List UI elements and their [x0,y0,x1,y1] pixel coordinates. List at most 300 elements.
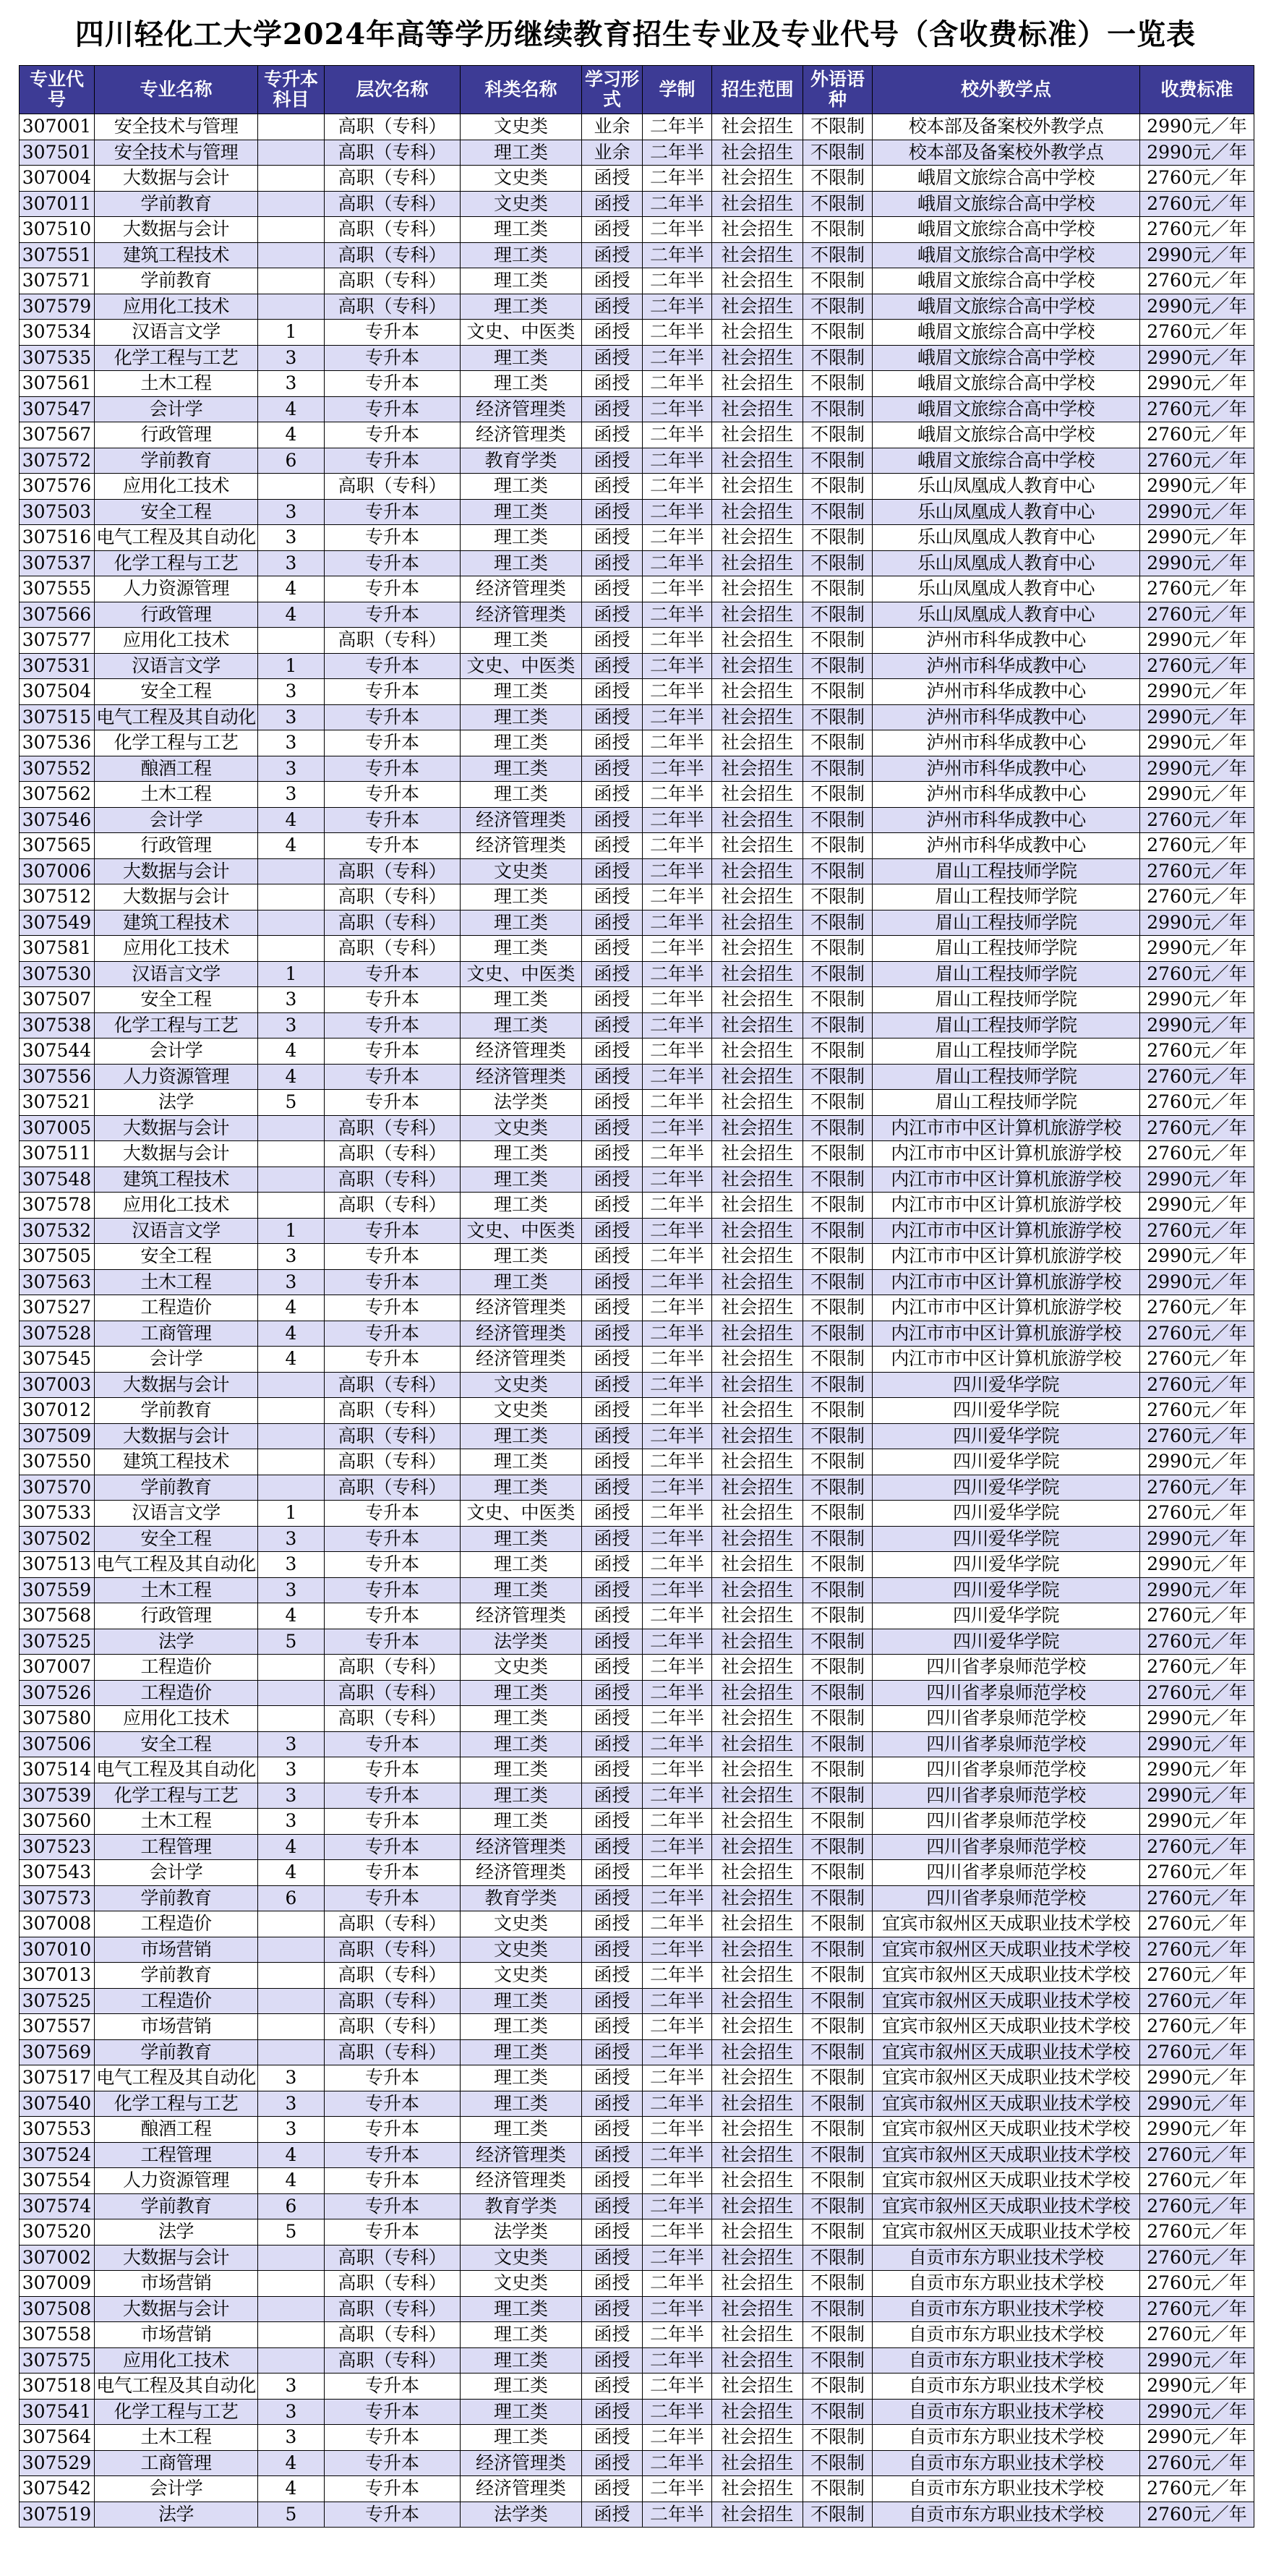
cell-duration: 二年半 [643,2245,712,2271]
cell-study-form: 函授 [582,1167,643,1193]
cell-major-name: 化学工程与工艺 [95,1012,258,1038]
cell-level: 高职（专科） [325,1937,461,1963]
cell-major-code: 307572 [20,448,95,474]
cell-study-form: 函授 [582,2476,643,2502]
cell-exam-subject: 6 [258,1885,325,1911]
table-body [20,114,1254,2528]
cell-level: 高职（专科） [325,1706,461,1732]
table-row [20,320,1254,346]
table-row [20,1526,1254,1552]
cell-study-form: 函授 [582,345,643,371]
cell-teaching-site: 四川爱华学院 [873,1372,1140,1398]
table-row [20,858,1254,884]
table-row [20,1885,1254,1911]
cell-major-code: 307562 [20,782,95,808]
cell-scope: 社会招生 [712,1834,803,1860]
cell-category: 理工类 [461,936,582,962]
cell-level: 专升本 [325,371,461,397]
cell-scope: 社会招生 [712,987,803,1013]
cell-language: 不限制 [803,294,873,320]
cell-teaching-site: 自贡市东方职业技术学校 [873,2399,1140,2425]
cell-scope: 社会招生 [712,2374,803,2400]
cell-scope: 社会招生 [712,704,803,730]
cell-teaching-site: 峨眉文旅综合高中学校 [873,294,1140,320]
cell-major-code: 307536 [20,730,95,756]
cell-scope: 社会招生 [712,1783,803,1809]
cell-duration: 二年半 [643,833,712,859]
cell-study-form: 函授 [582,268,643,294]
table-row [20,1834,1254,1860]
cell-study-form: 函授 [582,1706,643,1732]
cell-language: 不限制 [803,2014,873,2040]
cell-fee: 2760元／年 [1140,2476,1254,2502]
cell-level: 高职（专科） [325,114,461,140]
table-row [20,2374,1254,2400]
cell-teaching-site: 峨眉文旅综合高中学校 [873,320,1140,346]
cell-language: 不限制 [803,1577,873,1603]
cell-level: 高职（专科） [325,2322,461,2348]
cell-duration: 二年半 [643,807,712,833]
cell-study-form: 函授 [582,987,643,1013]
cell-major-code: 307537 [20,550,95,576]
cell-scope: 社会招生 [712,1860,803,1886]
cell-duration: 二年半 [643,550,712,576]
cell-category: 理工类 [461,1526,582,1552]
cell-major-name: 安全工程 [95,1244,258,1270]
cell-major-code: 307577 [20,628,95,654]
cell-major-code: 307543 [20,1860,95,1886]
cell-duration: 二年半 [643,166,712,192]
cell-fee: 2990元／年 [1140,1269,1254,1295]
header-duration: 学制 [643,66,712,114]
cell-scope: 社会招生 [712,1347,803,1373]
cell-study-form: 函授 [582,1988,643,2014]
cell-category: 理工类 [461,1244,582,1270]
cell-language: 不限制 [803,2193,873,2219]
cell-teaching-site: 眉山工程技师学院 [873,961,1140,987]
cell-major-name: 工商管理 [95,1321,258,1347]
cell-exam-subject: 4 [258,2142,325,2168]
cell-level: 高职（专科） [325,1963,461,1989]
cell-category: 经济管理类 [461,2168,582,2194]
cell-level: 专升本 [325,987,461,1013]
cell-category: 理工类 [461,884,582,910]
cell-scope: 社会招生 [712,2168,803,2194]
cell-teaching-site: 峨眉文旅综合高中学校 [873,268,1140,294]
cell-fee: 2990元／年 [1140,114,1254,140]
cell-category: 理工类 [461,1193,582,1219]
cell-level: 专升本 [325,320,461,346]
cell-teaching-site: 内江市市中区计算机旅游学校 [873,1321,1140,1347]
cell-major-code: 307011 [20,191,95,217]
cell-teaching-site: 内江市市中区计算机旅游学校 [873,1295,1140,1321]
cell-category: 经济管理类 [461,422,582,448]
cell-duration: 二年半 [643,2271,712,2297]
cell-level: 高职（专科） [325,1680,461,1706]
cell-scope: 社会招生 [712,910,803,936]
cell-exam-subject: 5 [258,2502,325,2528]
header-category: 科类名称 [461,66,582,114]
cell-level: 高职（专科） [325,1655,461,1681]
cell-teaching-site: 泸州市科华成教中心 [873,807,1140,833]
cell-scope: 社会招生 [712,268,803,294]
cell-teaching-site: 内江市市中区计算机旅游学校 [873,1244,1140,1270]
cell-fee: 2760元／年 [1140,1398,1254,1424]
cell-language: 不限制 [803,1809,873,1835]
cell-language: 不限制 [803,2039,873,2065]
cell-fee: 2760元／年 [1140,320,1254,346]
cell-major-code: 307579 [20,294,95,320]
cell-teaching-site: 峨眉文旅综合高中学校 [873,217,1140,243]
cell-major-code: 307007 [20,1655,95,1681]
cell-scope: 社会招生 [712,2245,803,2271]
cell-fee: 2760元／年 [1140,1295,1254,1321]
cell-scope: 社会招生 [712,2142,803,2168]
cell-language: 不限制 [803,166,873,192]
cell-fee: 2760元／年 [1140,217,1254,243]
cell-scope: 社会招生 [712,1937,803,1963]
cell-language: 不限制 [803,345,873,371]
cell-scope: 社会招生 [712,1911,803,1937]
cell-duration: 二年半 [643,910,712,936]
cell-major-name: 工程管理 [95,1834,258,1860]
cell-duration: 二年半 [643,1680,712,1706]
cell-major-code: 307541 [20,2399,95,2425]
cell-major-code: 307003 [20,1372,95,1398]
cell-fee: 2760元／年 [1140,1475,1254,1501]
cell-major-name: 化学工程与工艺 [95,730,258,756]
cell-major-code: 307506 [20,1731,95,1757]
table-row [20,2296,1254,2322]
cell-category: 文史类 [461,2245,582,2271]
cell-level: 高职（专科） [325,1167,461,1193]
cell-duration: 二年半 [643,1218,712,1244]
enrollment-table [19,65,1254,2528]
cell-teaching-site: 眉山工程技师学院 [873,1090,1140,1116]
cell-major-code: 307013 [20,1963,95,1989]
cell-category: 经济管理类 [461,2142,582,2168]
cell-scope: 社会招生 [712,2347,803,2374]
cell-major-code: 307006 [20,858,95,884]
cell-duration: 二年半 [643,448,712,474]
cell-major-code: 307532 [20,1218,95,1244]
cell-exam-subject: 3 [258,1244,325,1270]
cell-language: 不限制 [803,782,873,808]
cell-scope: 社会招生 [712,653,803,679]
cell-exam-subject [258,1680,325,1706]
cell-exam-subject: 5 [258,2219,325,2246]
cell-study-form: 函授 [582,1347,643,1373]
cell-category: 文史类 [461,2271,582,2297]
cell-exam-subject [258,1398,325,1424]
cell-major-name: 大数据与会计 [95,1141,258,1167]
cell-exam-subject: 3 [258,499,325,525]
cell-teaching-site: 四川爱华学院 [873,1603,1140,1629]
cell-teaching-site: 泸州市科华成教中心 [873,628,1140,654]
cell-teaching-site: 四川爱华学院 [873,1475,1140,1501]
cell-study-form: 函授 [582,217,643,243]
cell-study-form: 函授 [582,1038,643,1065]
cell-level: 高职（专科） [325,2245,461,2271]
cell-teaching-site: 宜宾市叙州区天成职业技术学校 [873,2219,1140,2246]
cell-language: 不限制 [803,1398,873,1424]
cell-study-form: 函授 [582,961,643,987]
cell-category: 理工类 [461,1141,582,1167]
cell-major-code: 307529 [20,2450,95,2476]
cell-exam-subject [258,628,325,654]
cell-study-form: 函授 [582,396,643,422]
cell-scope: 社会招生 [712,1141,803,1167]
cell-category: 文史类 [461,1655,582,1681]
cell-scope: 社会招生 [712,936,803,962]
cell-major-code: 307563 [20,1269,95,1295]
cell-major-code: 307581 [20,936,95,962]
cell-category: 文史类 [461,858,582,884]
cell-exam-subject [258,910,325,936]
cell-scope: 社会招生 [712,1577,803,1603]
table-row [20,1937,1254,1963]
cell-language: 不限制 [803,1115,873,1141]
cell-category: 经济管理类 [461,396,582,422]
cell-level: 专升本 [325,1731,461,1757]
cell-level: 专升本 [325,1577,461,1603]
cell-major-code: 307539 [20,1783,95,1809]
table-row [20,2476,1254,2502]
cell-major-code: 307542 [20,2476,95,2502]
table-row [20,1218,1254,1244]
cell-teaching-site: 四川省孝泉师范学校 [873,1680,1140,1706]
cell-teaching-site: 四川爱华学院 [873,1577,1140,1603]
cell-fee: 2760元／年 [1140,858,1254,884]
cell-major-name: 人力资源管理 [95,1064,258,1090]
cell-category: 理工类 [461,371,582,397]
table-row [20,602,1254,628]
cell-study-form: 函授 [582,1501,643,1527]
cell-level: 高职（专科） [325,1449,461,1475]
cell-major-code: 307501 [20,140,95,166]
cell-exam-subject: 3 [258,345,325,371]
cell-teaching-site: 四川省孝泉师范学校 [873,1757,1140,1783]
cell-fee: 2760元／年 [1140,602,1254,628]
cell-fee: 2760元／年 [1140,1655,1254,1681]
cell-major-code: 307566 [20,602,95,628]
cell-exam-subject [258,1141,325,1167]
cell-language: 不限制 [803,1321,873,1347]
cell-exam-subject: 4 [258,422,325,448]
cell-level: 专升本 [325,2219,461,2246]
cell-major-name: 市场营销 [95,2014,258,2040]
cell-major-name: 工程造价 [95,1988,258,2014]
cell-level: 专升本 [325,2142,461,2168]
table-row [20,166,1254,192]
cell-teaching-site: 峨眉文旅综合高中学校 [873,166,1140,192]
table-row [20,1295,1254,1321]
cell-duration: 二年半 [643,1038,712,1065]
cell-major-code: 307513 [20,1552,95,1578]
cell-exam-subject: 3 [258,2091,325,2117]
cell-level: 专升本 [325,1885,461,1911]
cell-exam-subject: 1 [258,1501,325,1527]
cell-exam-subject: 1 [258,653,325,679]
cell-level: 专升本 [325,602,461,628]
cell-scope: 社会招生 [712,2399,803,2425]
cell-major-code: 307551 [20,242,95,268]
cell-study-form: 函授 [582,525,643,551]
cell-study-form: 函授 [582,679,643,705]
cell-teaching-site: 自贡市东方职业技术学校 [873,2347,1140,2374]
cell-level: 专升本 [325,2425,461,2451]
cell-scope: 社会招生 [712,2065,803,2091]
cell-scope: 社会招生 [712,858,803,884]
cell-language: 不限制 [803,1423,873,1449]
cell-duration: 二年半 [643,1347,712,1373]
cell-major-name: 安全技术与管理 [95,140,258,166]
cell-major-code: 307576 [20,474,95,500]
cell-fee: 2990元／年 [1140,2399,1254,2425]
cell-level: 专升本 [325,1629,461,1655]
cell-major-name: 建筑工程技术 [95,1449,258,1475]
cell-scope: 社会招生 [712,422,803,448]
cell-fee: 2760元／年 [1140,1885,1254,1911]
cell-study-form: 函授 [582,2039,643,2065]
cell-duration: 二年半 [643,730,712,756]
table-row [20,1988,1254,2014]
cell-teaching-site: 宜宾市叙州区天成职业技术学校 [873,2142,1140,2168]
cell-exam-subject: 3 [258,2374,325,2400]
cell-major-name: 应用化工技术 [95,1706,258,1732]
cell-duration: 二年半 [643,268,712,294]
cell-exam-subject: 3 [258,1577,325,1603]
cell-major-name: 大数据与会计 [95,858,258,884]
cell-exam-subject [258,2014,325,2040]
cell-scope: 社会招生 [712,448,803,474]
cell-scope: 社会招生 [712,833,803,859]
cell-level: 专升本 [325,576,461,602]
cell-language: 不限制 [803,2374,873,2400]
cell-exam-subject [258,294,325,320]
cell-study-form: 函授 [582,2117,643,2143]
cell-level: 专升本 [325,2450,461,2476]
cell-fee: 2990元／年 [1140,242,1254,268]
cell-study-form: 函授 [582,1423,643,1449]
cell-level: 专升本 [325,704,461,730]
cell-duration: 二年半 [643,1629,712,1655]
cell-study-form: 函授 [582,1449,643,1475]
cell-major-name: 大数据与会计 [95,2245,258,2271]
cell-fee: 2760元／年 [1140,1038,1254,1065]
cell-major-name: 应用化工技术 [95,294,258,320]
cell-major-code: 307530 [20,961,95,987]
cell-major-code: 307509 [20,1423,95,1449]
cell-exam-subject: 3 [258,1809,325,1835]
cell-language: 不限制 [803,1064,873,1090]
cell-duration: 二年半 [643,1167,712,1193]
cell-major-name: 电气工程及其自动化 [95,2065,258,2091]
cell-fee: 2990元／年 [1140,628,1254,654]
table-row [20,1911,1254,1937]
cell-duration: 二年半 [643,2296,712,2322]
cell-exam-subject [258,140,325,166]
cell-fee: 2990元／年 [1140,2091,1254,2117]
header-study-form: 学习形式 [582,66,643,114]
cell-study-form: 函授 [582,1885,643,1911]
cell-exam-subject [258,1423,325,1449]
cell-scope: 社会招生 [712,1885,803,1911]
cell-scope: 社会招生 [712,1269,803,1295]
cell-category: 理工类 [461,217,582,243]
cell-duration: 二年半 [643,679,712,705]
cell-study-form: 函授 [582,1321,643,1347]
table-row [20,2322,1254,2348]
cell-exam-subject [258,936,325,962]
cell-category: 教育学类 [461,2193,582,2219]
cell-category: 经济管理类 [461,1347,582,1373]
cell-study-form: 函授 [582,1783,643,1809]
table-row [20,1809,1254,1835]
table-row [20,1449,1254,1475]
cell-language: 不限制 [803,910,873,936]
cell-major-name: 工程造价 [95,1680,258,1706]
cell-major-name: 学前教育 [95,191,258,217]
cell-duration: 二年半 [643,1501,712,1527]
cell-major-code: 307533 [20,1501,95,1527]
cell-category: 经济管理类 [461,807,582,833]
cell-major-code: 307538 [20,1012,95,1038]
cell-exam-subject [258,1706,325,1732]
cell-major-code: 307544 [20,1038,95,1065]
cell-fee: 2760元／年 [1140,1629,1254,1655]
cell-major-name: 电气工程及其自动化 [95,1552,258,1578]
cell-level: 专升本 [325,1269,461,1295]
cell-exam-subject: 3 [258,679,325,705]
cell-fee: 2760元／年 [1140,2296,1254,2322]
cell-teaching-site: 泸州市科华成教中心 [873,756,1140,782]
cell-level: 专升本 [325,679,461,705]
cell-study-form: 函授 [582,756,643,782]
cell-teaching-site: 峨眉文旅综合高中学校 [873,242,1140,268]
cell-scope: 社会招生 [712,1372,803,1398]
cell-language: 不限制 [803,1295,873,1321]
cell-scope: 社会招生 [712,1090,803,1116]
cell-language: 不限制 [803,114,873,140]
cell-language: 不限制 [803,371,873,397]
cell-language: 不限制 [803,858,873,884]
cell-exam-subject: 1 [258,320,325,346]
table-row [20,653,1254,679]
cell-fee: 2990元／年 [1140,1731,1254,1757]
cell-major-name: 工程造价 [95,1655,258,1681]
cell-category: 文史类 [461,191,582,217]
cell-duration: 二年半 [643,242,712,268]
cell-scope: 社会招生 [712,1501,803,1527]
cell-exam-subject: 4 [258,1295,325,1321]
table-row [20,1475,1254,1501]
cell-study-form: 函授 [582,2091,643,2117]
cell-scope: 社会招生 [712,2425,803,2451]
cell-fee: 2760元／年 [1140,2450,1254,2476]
cell-major-code: 307519 [20,2502,95,2528]
cell-teaching-site: 眉山工程技师学院 [873,987,1140,1013]
table-row [20,499,1254,525]
cell-level: 高职（专科） [325,1988,461,2014]
cell-level: 专升本 [325,2168,461,2194]
cell-scope: 社会招生 [712,602,803,628]
cell-category: 理工类 [461,2347,582,2374]
cell-major-name: 会计学 [95,1038,258,1065]
cell-fee: 2760元／年 [1140,2322,1254,2348]
cell-language: 不限制 [803,679,873,705]
cell-teaching-site: 四川省孝泉师范学校 [873,1885,1140,1911]
